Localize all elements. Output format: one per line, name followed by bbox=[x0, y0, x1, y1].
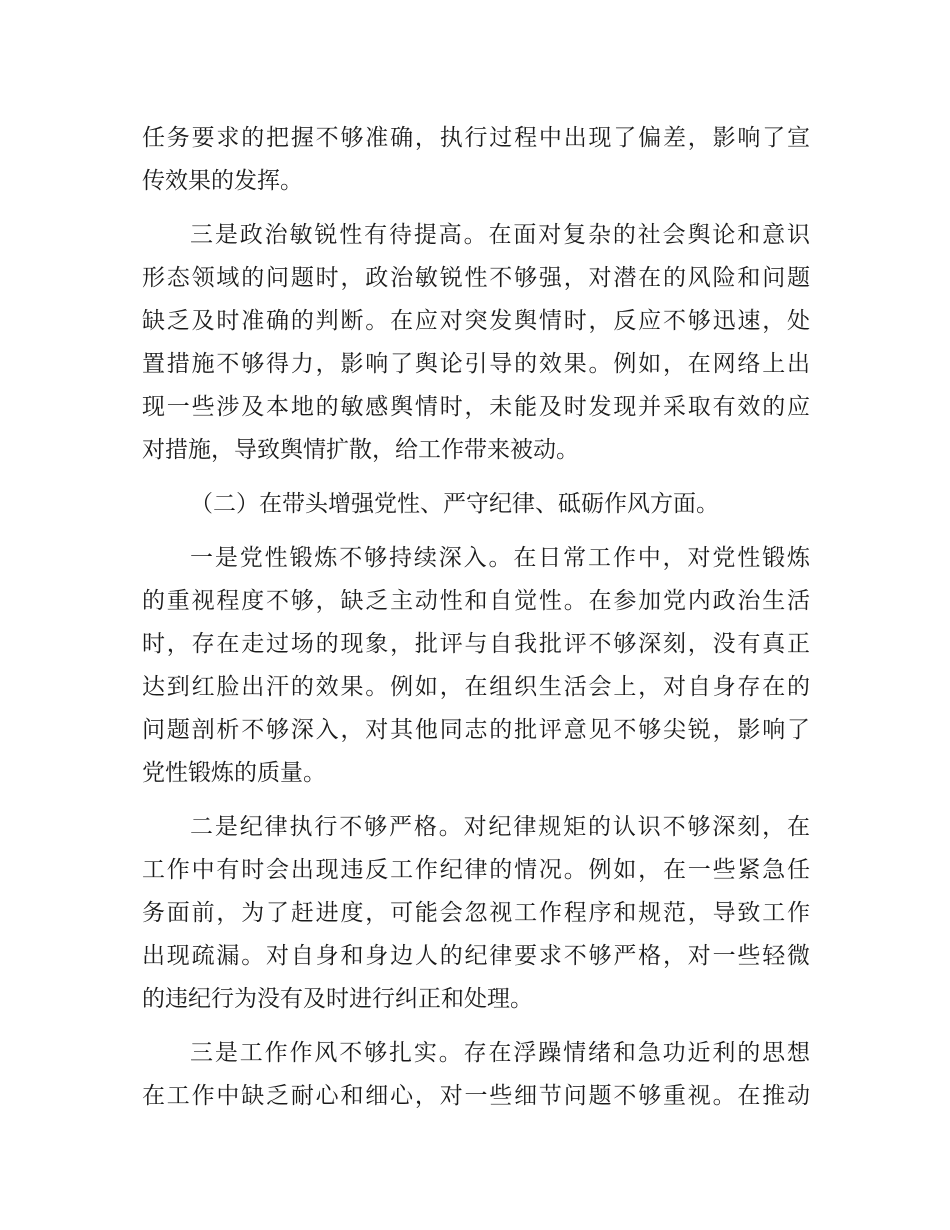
section-heading: （二）在带头增强党性、严守纪律、砥砺作风方面。 bbox=[190, 491, 719, 517]
text-line: 任务要求的把握不够准确，执行过程中出现了偏差，影响了宣 bbox=[142, 125, 810, 151]
text-line: 时，存在走过场的现象，批评与自我批评不够深刻，没有真正 bbox=[142, 631, 810, 657]
paragraph-start-line: 二是纪律执行不够严格。对纪律规矩的认识不够深刻，在 bbox=[190, 814, 810, 840]
text-line: 现一些涉及本地的敏感舆情时，未能及时发现并采取有效的应 bbox=[142, 394, 810, 420]
text-line: 问题剖析不够深入，对其他同志的批评意见不够尖锐，影响了 bbox=[142, 717, 810, 743]
text-line: 缺乏及时准确的判断。在应对突发舆情时，反应不够迅速，处 bbox=[142, 308, 810, 334]
text-line: 的重视程度不够，缺乏主动性和自觉性。在参加党内政治生活 bbox=[142, 588, 810, 614]
text-line: 在工作中缺乏耐心和细心，对一些细节问题不够重视。在推动 bbox=[142, 1083, 810, 1109]
text-line: 形态领域的问题时，政治敏锐性不够强，对潜在的风险和问题 bbox=[142, 265, 810, 291]
text-line: 党性锻炼的质量。 bbox=[142, 760, 326, 786]
text-line: 的违纪行为没有及时进行纠正和处理。 bbox=[142, 986, 533, 1012]
paragraph-start-line: 三是工作作风不够扎实。存在浮躁情绪和急功近利的思想 bbox=[190, 1040, 810, 1066]
text-line: 置措施不够得力，影响了舆论引导的效果。例如，在网络上出 bbox=[142, 351, 810, 377]
text-line: 出现疏漏。对自身和身边人的纪律要求不够严格，对一些轻微 bbox=[142, 943, 810, 969]
text-line: 务面前，为了赶进度，可能会忽视工作程序和规范，导致工作 bbox=[142, 900, 810, 926]
text-line: 工作中有时会出现违反工作纪律的情况。例如，在一些紧急任 bbox=[142, 857, 810, 883]
text-line: 传效果的发挥。 bbox=[142, 168, 303, 194]
text-line: 对措施，导致舆情扩散，给工作带来被动。 bbox=[142, 437, 579, 463]
paragraph-start-line: 三是政治敏锐性有待提高。在面对复杂的社会舆论和意识 bbox=[190, 222, 810, 248]
paragraph-start-line: 一是党性锻炼不够持续深入。在日常工作中，对党性锻炼 bbox=[190, 545, 810, 571]
text-line: 达到红脸出汗的效果。例如，在组织生活会上，对自身存在的 bbox=[142, 674, 810, 700]
